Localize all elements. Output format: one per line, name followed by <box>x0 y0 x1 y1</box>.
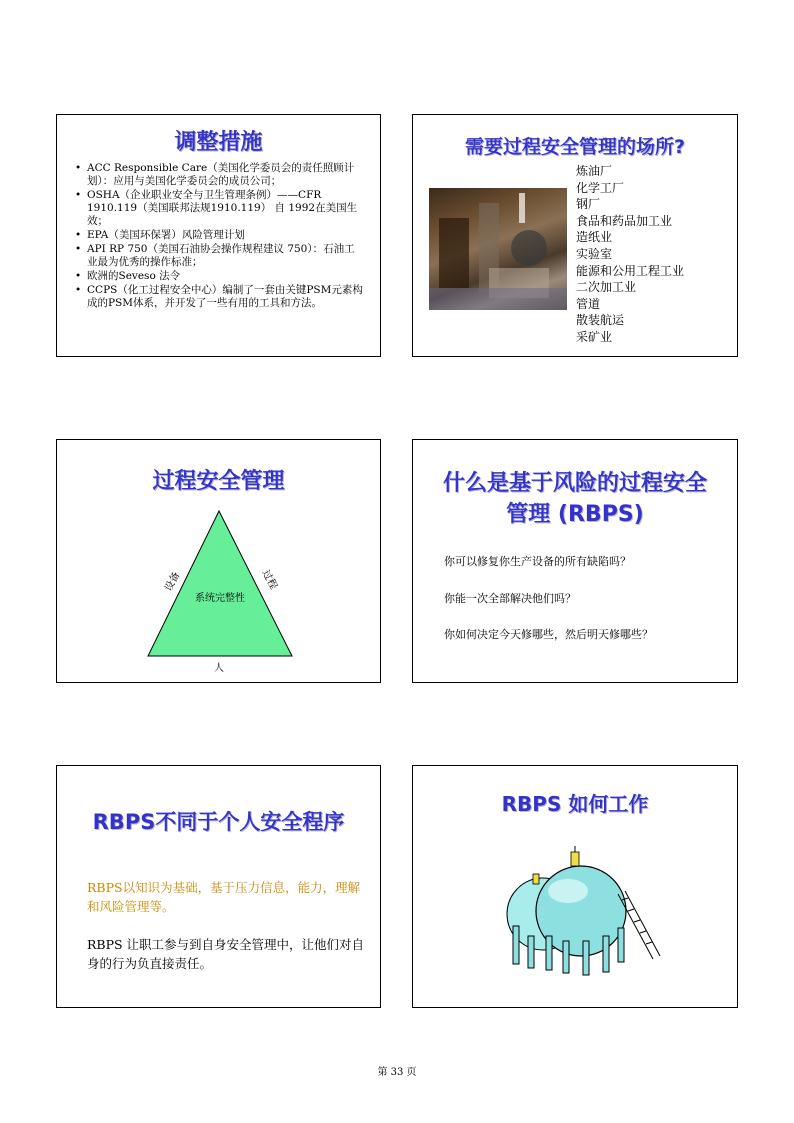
slide-title <box>413 468 737 530</box>
slide-title: RBPS 如何工作 <box>501 792 649 816</box>
slide-how-rbps-works <box>412 765 738 1008</box>
paragraph-knowledge-based: RBPS以知识为基础，基于压力信息，能力，理解和风险管理等。 <box>87 880 361 914</box>
list-item: 采矿业 <box>576 329 613 344</box>
slide-rbps-vs-personal-safety <box>56 765 381 1008</box>
list-item: 管道 <box>576 296 601 311</box>
list-item: 食品和药品加工业 <box>576 213 673 228</box>
list-item: • API RP 750（美国石油协会操作规程建议 750）：石油工业最为优秀的操作标准； <box>73 243 363 269</box>
places-list <box>576 163 684 346</box>
list-item: 二次加工业 <box>576 280 637 295</box>
spherical-tank-clipart <box>413 766 738 1008</box>
list-item: • CCPS（化工过程安全中心）编制了一套由关键PSM元素构成的PSM体系，并开发了一些有用的工具和方法。 <box>73 284 363 310</box>
bullet-list <box>73 162 363 311</box>
triangle-bottom-label: 人 <box>214 663 224 674</box>
triangle-left-label: 设备 <box>163 570 183 594</box>
factory-photo <box>429 188 567 310</box>
question-1: 你可以修复你生产设备的所有缺陷吗？ <box>444 555 631 568</box>
question-3: 你如何决定今天修哪些，然后明天修哪些？ <box>444 628 653 641</box>
slide-psm-triangle <box>56 439 381 683</box>
slide-adjustment-measures <box>56 114 381 357</box>
slide-title: RBPS不同于个人安全程序 <box>92 810 345 834</box>
slide-title: 需要过程安全管理的场所? <box>464 136 686 158</box>
list-item: 实验室 <box>576 246 613 261</box>
list-item: 钢厂 <box>576 197 601 212</box>
slide-what-is-rbps <box>412 439 738 683</box>
title-line-1: 什么是基于风险的过程安全 <box>442 471 707 496</box>
list-item: • OSHA（企业职业安全与卫生管理条例）——CFR 1910.119（美国联邦法规1910.119） 自 1992在美国生效； <box>73 189 363 228</box>
slide-title: 调整措施 <box>174 130 263 155</box>
list-item: 散装航运 <box>576 313 625 328</box>
list-item: • EPA（美国环保署）风险管理计划 <box>73 229 363 242</box>
slide-title: 过程安全管理 <box>152 469 285 494</box>
title-line-2: 管理 (RBPS) <box>506 502 644 527</box>
psm-triangle-diagram <box>57 440 381 683</box>
list-item: • ACC Responsible Care（美国化学委员会的责任照顾计划）：应用与美国化学委员会的成员公司； <box>73 162 363 188</box>
list-item: 炼油厂 <box>576 164 613 178</box>
slide-psm-places <box>412 114 738 357</box>
triangle-right-label: 过程 <box>259 568 279 592</box>
question-2: 你能一次全部解决他们吗？ <box>444 592 576 605</box>
paragraph-employee-involvement: RBPS 让职工参与到自身安全管理中，让他们对自身的行为负直接责任。 <box>87 937 365 971</box>
list-item: 化学工厂 <box>576 180 625 195</box>
triangle-center-label: 系统完整性 <box>195 593 245 604</box>
page-number: 第 33 页 <box>377 1067 417 1078</box>
list-item: 造纸业 <box>576 230 613 245</box>
list-item: • 欧洲的Seveso 法令 <box>73 270 363 283</box>
list-item: 能源和公用工程工业 <box>576 263 685 278</box>
